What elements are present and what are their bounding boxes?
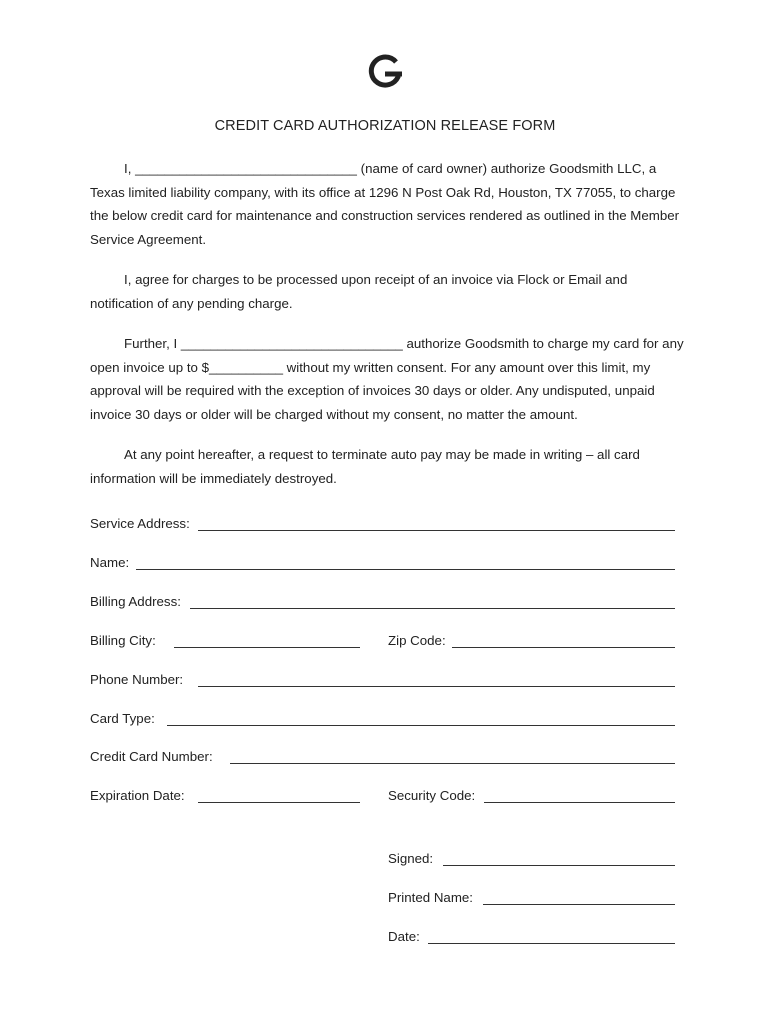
billing-city-field[interactable] — [174, 647, 360, 648]
credit-card-number-field[interactable] — [230, 763, 675, 764]
printed-name-field[interactable] — [483, 904, 675, 905]
security-code-label: Security Code: — [388, 788, 476, 803]
amount-limit-blank[interactable]: __________ — [209, 359, 283, 375]
paragraph-terminate-autopay — [90, 443, 685, 490]
billing-city-label: Billing City: — [90, 633, 156, 648]
paragraph-charges-agreement — [90, 268, 685, 315]
security-code-field[interactable] — [484, 802, 675, 803]
form-title: CREDIT CARD AUTHORIZATION RELEASE FORM — [214, 118, 556, 134]
billing-address-label: Billing Address: — [90, 594, 181, 609]
g-logo-icon — [365, 52, 405, 94]
name-label: Name: — [90, 555, 130, 570]
date-field[interactable] — [428, 943, 675, 944]
zip-code-field[interactable] — [452, 647, 675, 648]
card-owner-name-blank[interactable]: ______________________________ — [135, 161, 357, 176]
date-label: Date: — [388, 929, 420, 944]
phone-number-field[interactable] — [198, 686, 675, 687]
p3-rest: without my written consent. For any amount over this limit, my approval will be required with the exception of invoices 30 days or older. Any undisputed, unpaid invoice 30 days or older will be charged without my consent, no matter the amount. — [90, 359, 655, 422]
p2-text: I, agree for charges to be processed upon receipt of an invoice via Flock or Email and notification of any pending charge. — [90, 272, 628, 311]
p1-rest: (name of card owner) authorize Goodsmith LLC, a Texas limited liability company, with its office at 1296 N Post Oak Rd, Houston, TX 77055, to charge the below credit card for maintenance and construction services rendered as outlined in the Member Service Agreement. — [90, 161, 680, 247]
authorizer-name-blank[interactable]: ______________________________ — [180, 336, 403, 351]
paragraph-authorization — [90, 157, 685, 251]
zip-code-label: Zip Code: — [388, 633, 446, 648]
phone-number-label: Phone Number: — [90, 672, 184, 687]
card-type-label: Card Type: — [90, 711, 155, 726]
credit-card-number-label: Credit Card Number: — [90, 749, 213, 764]
p3-start: Further, I — [124, 336, 181, 351]
billing-address-field[interactable] — [190, 608, 675, 609]
service-address-label: Service Address: — [90, 516, 190, 531]
p1-start: I, — [124, 161, 136, 176]
name-field[interactable] — [136, 569, 675, 570]
signature-field[interactable] — [443, 865, 675, 866]
printed-name-label: Printed Name: — [388, 890, 473, 905]
p4-text: At any point hereafter, a request to terminate auto pay may be made in writing – all card information will be immediately destroyed. — [90, 447, 640, 486]
signed-label: Signed: — [388, 851, 434, 866]
paragraph-further-authorization — [90, 332, 685, 426]
p3-mid: authorize Goodsmith to charge my card for any open invoice up to $ — [90, 336, 684, 375]
goodsmith-logo — [0, 52, 770, 99]
card-type-field[interactable] — [167, 725, 675, 726]
expiration-date-field[interactable] — [198, 802, 360, 803]
service-address-field[interactable] — [198, 530, 675, 531]
expiration-date-label: Expiration Date: — [90, 788, 185, 803]
